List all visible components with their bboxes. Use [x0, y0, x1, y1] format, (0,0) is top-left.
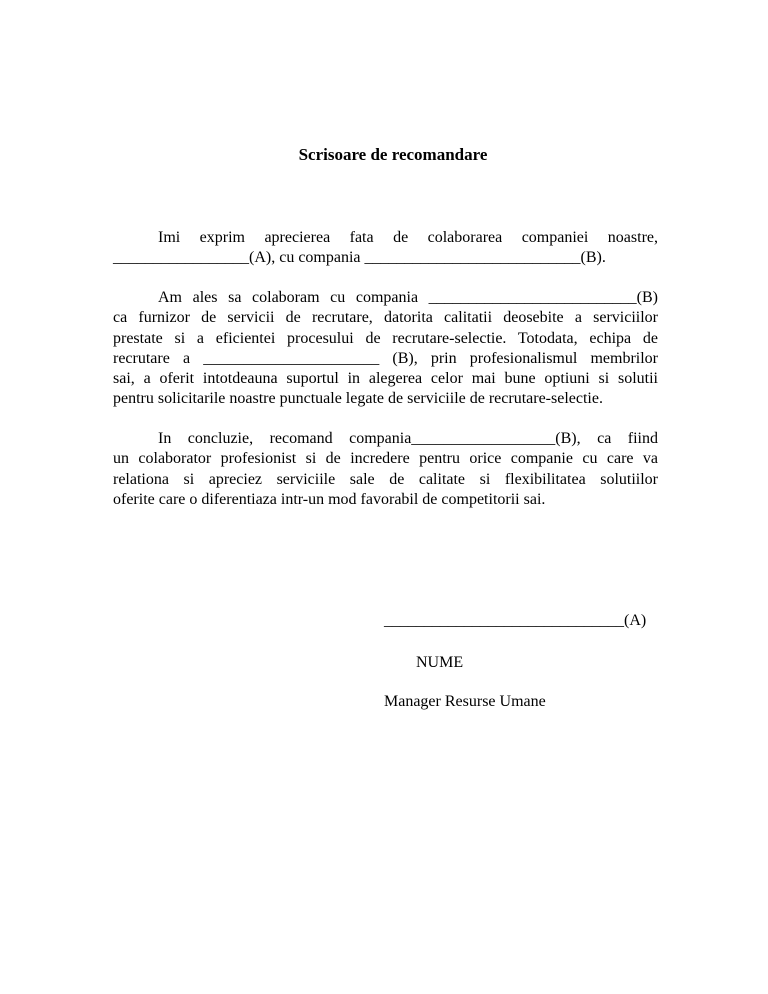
paragraph-appreciation: [113, 228, 658, 269]
paragraph-line: recrutare a ______________________ (B), prin profesionalismul membrilor: [113, 349, 658, 367]
paragraph-line: ca furnizor de servicii de recrutare, datorita calitatii deosebite a serviciilor: [113, 309, 658, 327]
paragraph-line: sai, a oferit intotdeauna suportul in alegerea celor mai bune optiuni si solutii: [113, 370, 658, 388]
paragraph-conclusion: [113, 429, 658, 510]
paragraph-line: relationa si apreciez serviciile sale de calitate si flexibilitatea solutiilor: [113, 470, 658, 488]
paragraph-line: un colaborator profesionist si de incredere pentru orice companie cu care va: [113, 450, 658, 468]
signature-line: ______________________________(A): [384, 612, 647, 629]
paragraph-line: Imi exprim aprecierea fata de colaborarea companiei noastre,: [158, 229, 658, 246]
paragraph-line: In concluzie, recomand compania__________________(B), ca fiind: [158, 430, 658, 447]
paragraph-line: Am ales sa colaboram cu compania __________________________(B): [158, 289, 658, 306]
paragraph-collaboration: [113, 288, 658, 410]
paragraph-line: _________________(A), cu compania ___________________________(B).: [113, 249, 606, 267]
paragraph-line: prestate si a eficientei procesului de recrutare-selectie. Totodata, echipa de: [113, 329, 658, 347]
document-title: Scrisoare de recomandare: [298, 145, 488, 164]
paragraph-line: oferite care o diferentiaza intr-un mod favorabil de competitorii sai.: [113, 490, 546, 508]
paragraph-line: pentru solicitarile noastre punctuale legate de serviciile de recrutare-selectie.: [113, 390, 603, 408]
signatory-name: NUME: [416, 654, 464, 671]
signatory-role: Manager Resurse Umane: [384, 693, 546, 710]
